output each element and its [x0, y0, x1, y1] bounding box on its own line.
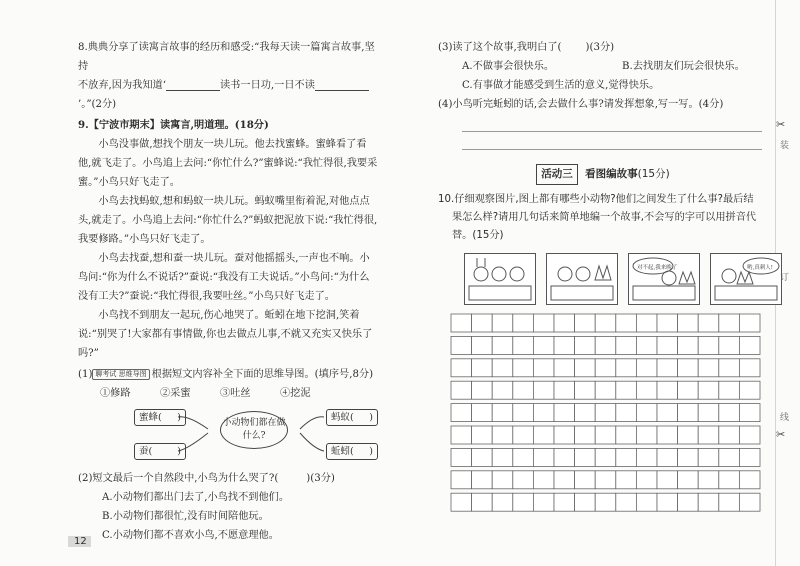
activity-title: 看图编故事: [585, 168, 638, 180]
grid-cell[interactable]: [678, 471, 699, 489]
grid-cell[interactable]: [451, 404, 472, 422]
grid-cell[interactable]: [739, 336, 760, 354]
grid-cell[interactable]: [595, 448, 616, 466]
grid-cell[interactable]: [678, 426, 699, 444]
grid-cell[interactable]: [739, 471, 760, 489]
grid-cell[interactable]: [595, 404, 616, 422]
grid-cell[interactable]: [719, 359, 740, 377]
grid-cell[interactable]: [554, 314, 575, 332]
q9-sub3: (3)读了这个故事,我明白了( )(3分): [438, 42, 615, 53]
grid-cell[interactable]: [595, 381, 616, 399]
grid-cell[interactable]: [657, 404, 678, 422]
option-4: ④挖泥: [280, 388, 311, 399]
grid-cell[interactable]: [698, 404, 719, 422]
q9-sub3-option-c[interactable]: C.有事做才能感受到生活的意义,觉得快乐。: [462, 80, 660, 91]
grid-cell[interactable]: [595, 426, 616, 444]
answer-line-2[interactable]: [462, 132, 762, 150]
grid-cell[interactable]: [636, 314, 657, 332]
grid-cell[interactable]: [554, 448, 575, 466]
grid-cell[interactable]: [719, 404, 740, 422]
q9-paragraph-2: 小鸟去找蚂蚁,想和蚂蚁一块儿玩。蚂蚁嘴里衔着泥,对他点点头,就走了。小鸟追上去问:“你忙什么?”蚂蚁把泥放下说:“我忙得很,我要修路。”小鸟只好飞走了。: [78, 196, 378, 245]
grid-cell[interactable]: [533, 359, 554, 377]
q9-sub3-option-a[interactable]: A.不做事会很快乐。: [462, 61, 555, 72]
grid-cell[interactable]: [554, 359, 575, 377]
grid-cell[interactable]: [554, 471, 575, 489]
q10-line-1: 10.仔细观察图片,图上都有哪些小动物?他们之间发生了什么事?最后结: [438, 194, 754, 205]
option-1: ①修路: [100, 388, 131, 399]
grid-cell[interactable]: [533, 336, 554, 354]
grid-cell[interactable]: [739, 359, 760, 377]
grid-cell[interactable]: [513, 359, 534, 377]
writing-grid-cells[interactable]: [450, 313, 762, 515]
grid-cell[interactable]: [451, 314, 472, 332]
grid-cell[interactable]: [451, 426, 472, 444]
story-picture-3: [628, 253, 700, 305]
grid-cell[interactable]: [636, 471, 657, 489]
q9-paragraph-4: 小鸟找不到朋友一起玩,伤心地哭了。蚯蚓在地下挖洞,笑着说:“别哭了!大家都有事情做,你也去做点儿事,不就又充实又快乐了吗?”: [78, 310, 373, 359]
grid-cell[interactable]: [678, 404, 699, 422]
grid-cell[interactable]: [554, 336, 575, 354]
grid-cell[interactable]: [636, 448, 657, 466]
grid-cell[interactable]: [575, 381, 596, 399]
grid-cell[interactable]: [636, 381, 657, 399]
scissors-icon-top: ✂: [776, 118, 786, 131]
grid-cell[interactable]: [533, 314, 554, 332]
grid-cell[interactable]: [698, 359, 719, 377]
grid-cell[interactable]: [636, 493, 657, 511]
grid-cell[interactable]: [575, 336, 596, 354]
mindmap-tag: 聊考试 思维导图: [92, 369, 149, 380]
grid-cell[interactable]: [616, 381, 637, 399]
grid-cell[interactable]: [719, 426, 740, 444]
q9-sub2: (2)短文最后一个自然段中,小鸟为什么哭了?( )(3分): [78, 473, 335, 484]
mindmap-center: 小动物们都在做什么?: [220, 411, 288, 449]
grid-cell[interactable]: [595, 493, 616, 511]
grid-cell[interactable]: [616, 448, 637, 466]
grid-cell[interactable]: [492, 426, 513, 444]
grid-cell[interactable]: [554, 404, 575, 422]
mind-map: [78, 405, 378, 465]
grid-cell[interactable]: [451, 336, 472, 354]
grid-cell[interactable]: [698, 448, 719, 466]
grid-cell[interactable]: [533, 448, 554, 466]
grid-cell[interactable]: [472, 426, 493, 444]
story-picture-2: [546, 253, 618, 305]
grid-cell[interactable]: [492, 359, 513, 377]
grid-cell[interactable]: [739, 426, 760, 444]
grid-cell[interactable]: [657, 426, 678, 444]
answer-line-1[interactable]: [462, 114, 762, 132]
q9-title: 9.【宁波市期末】读寓言,明道理。(18分): [78, 119, 269, 131]
grid-cell[interactable]: [451, 448, 472, 466]
binding-mark-3: 线: [780, 413, 790, 423]
grid-cell[interactable]: [492, 471, 513, 489]
grid-cell[interactable]: [575, 493, 596, 511]
grid-cell[interactable]: [616, 471, 637, 489]
grid-cell[interactable]: [636, 336, 657, 354]
q10-line-2: 果怎么样?请用几句话来简单地编一个故事,不会写的字可以用拼音代: [452, 212, 757, 223]
grid-cell[interactable]: [657, 336, 678, 354]
grid-cell[interactable]: [657, 493, 678, 511]
grid-cell[interactable]: [554, 426, 575, 444]
right-column: [438, 38, 773, 305]
grid-cell[interactable]: [678, 336, 699, 354]
grid-cell[interactable]: [492, 314, 513, 332]
grid-cell[interactable]: [657, 471, 678, 489]
q9-sub2-option-c[interactable]: C.小动物们都不喜欢小鸟,不愿意理他。: [102, 530, 279, 541]
grid-cell[interactable]: [616, 493, 637, 511]
grid-cell[interactable]: [719, 471, 740, 489]
grid-cell[interactable]: [492, 336, 513, 354]
q8-line1: 8.典典分享了读寓言故事的经历和感受:“我每天读一篇寓言故事,坚持: [78, 42, 375, 72]
grid-cell[interactable]: [595, 336, 616, 354]
grid-cell[interactable]: [472, 448, 493, 466]
grid-cell[interactable]: [678, 493, 699, 511]
grid-cell[interactable]: [678, 448, 699, 466]
grid-cell[interactable]: [739, 404, 760, 422]
grid-cell[interactable]: [513, 426, 534, 444]
rabbit-pricked-illustration: [711, 254, 781, 304]
animals-at-desk-illustration: [465, 254, 535, 304]
grid-cell[interactable]: [719, 493, 740, 511]
mindmap-ant-box[interactable]: 蚂蚁( ): [326, 409, 378, 426]
grid-cell[interactable]: [595, 471, 616, 489]
grid-cell[interactable]: [513, 336, 534, 354]
activity-label: 活动三: [536, 164, 578, 185]
grid-cell[interactable]: [657, 359, 678, 377]
grid-cell[interactable]: [698, 426, 719, 444]
q10-line-3: 替。(15分): [452, 230, 504, 241]
option-3: ③吐丝: [220, 388, 251, 399]
q8-blank-2[interactable]: [315, 80, 369, 91]
hedgehog-arrives-illustration: [547, 254, 617, 304]
grid-cell[interactable]: [698, 471, 719, 489]
mindmap-bee-box[interactable]: 蜜蜂( ): [134, 409, 186, 426]
grid-cell[interactable]: [719, 314, 740, 332]
q9-sub1-text: 根据短文内容补全下面的思维导图。(填序号,8分): [151, 369, 374, 380]
grid-cell[interactable]: [657, 314, 678, 332]
grid-cell[interactable]: [472, 381, 493, 399]
grid-cell[interactable]: [719, 381, 740, 399]
grid-cell[interactable]: [657, 448, 678, 466]
grid-cell[interactable]: [492, 493, 513, 511]
grid-cell[interactable]: [636, 359, 657, 377]
grid-cell[interactable]: [451, 381, 472, 399]
grid-cell[interactable]: [533, 404, 554, 422]
story-picture-1: [464, 253, 536, 305]
grid-cell[interactable]: [472, 359, 493, 377]
grid-cell[interactable]: [451, 471, 472, 489]
grid-cell[interactable]: [575, 426, 596, 444]
grid-cell[interactable]: [513, 493, 534, 511]
grid-cell[interactable]: [533, 493, 554, 511]
grid-cell[interactable]: [575, 404, 596, 422]
grid-cell[interactable]: [678, 314, 699, 332]
grid-cell[interactable]: [513, 381, 534, 399]
grid-cell[interactable]: [616, 359, 637, 377]
page-number: 12: [68, 536, 91, 547]
grid-cell[interactable]: [472, 336, 493, 354]
grid-cell[interactable]: [616, 314, 637, 332]
grid-cell[interactable]: [616, 336, 637, 354]
grid-cell[interactable]: [739, 381, 760, 399]
grid-cell[interactable]: [616, 404, 637, 422]
grid-cell[interactable]: [636, 426, 657, 444]
story-picture-4: [710, 253, 782, 305]
grid-cell[interactable]: [678, 381, 699, 399]
grid-cell[interactable]: [492, 448, 513, 466]
grid-cell[interactable]: [575, 471, 596, 489]
q9-paragraph-3: 小鸟去找蚕,想和蚕一块儿玩。蚕对他摇摇头,一声也不响。小鸟问:“你为什么不说话?”蚕说:“我没有工夫说话。”小鸟问:“为什么没有工夫?”蚕说:“我忙得很,我要吐丝。”小鸟只好飞走了。: [78, 253, 370, 302]
grid-cell[interactable]: [492, 404, 513, 422]
grid-cell[interactable]: [533, 381, 554, 399]
grid-cell[interactable]: [616, 426, 637, 444]
grid-cell[interactable]: [472, 404, 493, 422]
grid-cell[interactable]: [513, 404, 534, 422]
grid-cell[interactable]: [636, 404, 657, 422]
q9-sub2-option-b[interactable]: B.小动物们都很忙,没有时间陪他玩。: [102, 511, 269, 522]
grid-cell[interactable]: [719, 336, 740, 354]
grid-cell[interactable]: [513, 314, 534, 332]
grid-cell[interactable]: [698, 314, 719, 332]
q8-text-b: 读书一日功,一日不读: [219, 80, 315, 91]
grid-cell[interactable]: [533, 426, 554, 444]
option-2: ②采蜜: [160, 388, 191, 399]
hedgehog-apology-illustration: [629, 254, 699, 304]
q8-text-c: ’。”(2分): [78, 99, 117, 110]
grid-cell[interactable]: [492, 381, 513, 399]
q9-sub1: (1) 聊考试 思维导图 根据短文内容补全下面的思维导图。(填序号,8分): [78, 369, 374, 380]
grid-cell[interactable]: [554, 381, 575, 399]
grid-cell[interactable]: [451, 359, 472, 377]
grid-cell[interactable]: [595, 359, 616, 377]
grid-cell[interactable]: [739, 493, 760, 511]
grid-cell[interactable]: [698, 336, 719, 354]
grid-cell[interactable]: [595, 314, 616, 332]
grid-cell[interactable]: [678, 359, 699, 377]
q8-blank-1[interactable]: [166, 80, 220, 91]
writing-grid[interactable]: [450, 313, 762, 519]
grid-cell[interactable]: [575, 448, 596, 466]
grid-cell[interactable]: [575, 359, 596, 377]
mindmap-earthworm-box[interactable]: 蚯蚓( ): [326, 443, 378, 460]
grid-cell[interactable]: [575, 314, 596, 332]
activity-header: [438, 164, 768, 185]
grid-cell[interactable]: [739, 314, 760, 332]
q8-line2: [78, 76, 378, 114]
grid-cell[interactable]: [472, 493, 493, 511]
left-column: [78, 38, 378, 545]
grid-cell[interactable]: [533, 471, 554, 489]
activity-score: (15分): [637, 168, 670, 180]
q9-paragraph-1: 小鸟没事做,想找个朋友一块儿玩。他去找蜜蜂。蜜蜂看了看他,就飞走了。小鸟追上去问:“你忙什么?”蜜蜂说:“我忙得很,我要采蜜。”小鸟只好飞走了。: [78, 139, 378, 188]
q9-sub3-options-row1: [438, 57, 768, 76]
q9-options: [78, 384, 378, 403]
grid-cell[interactable]: [657, 381, 678, 399]
svg-text:哟,真刺人!: 哟,真刺人!: [747, 265, 773, 271]
grid-cell[interactable]: [554, 493, 575, 511]
grid-cell[interactable]: [698, 493, 719, 511]
grid-cell[interactable]: [472, 314, 493, 332]
svg-text:对不起,我来晚了: 对不起,我来晚了: [637, 265, 678, 271]
grid-cell[interactable]: [698, 381, 719, 399]
grid-cell[interactable]: [739, 448, 760, 466]
q9-sub2-option-a[interactable]: A.小动物们都出门去了,小鸟找不到他们。: [102, 492, 290, 503]
grid-cell[interactable]: [513, 471, 534, 489]
grid-cell[interactable]: [451, 493, 472, 511]
grid-cell[interactable]: [719, 448, 740, 466]
story-pictures: [464, 253, 773, 305]
binding-mark-2: 订: [780, 273, 790, 283]
q9-sub4: (4)小鸟听完蚯蚓的话,会去做什么事?请发挥想象,写一写。(4分): [438, 99, 724, 110]
binding-mark-1: 装: [780, 141, 790, 151]
q8-text-a: 不放弃,因为我知道‘: [78, 80, 166, 91]
scissors-icon-bottom: ✂: [776, 428, 786, 441]
q10-prompt: [438, 191, 768, 245]
grid-cell[interactable]: [513, 448, 534, 466]
grid-cell[interactable]: [472, 471, 493, 489]
q9-sub3-option-b[interactable]: B.去找朋友们玩会很快乐。: [622, 61, 745, 72]
mindmap-silkworm-box[interactable]: 蚕( ): [134, 443, 186, 460]
